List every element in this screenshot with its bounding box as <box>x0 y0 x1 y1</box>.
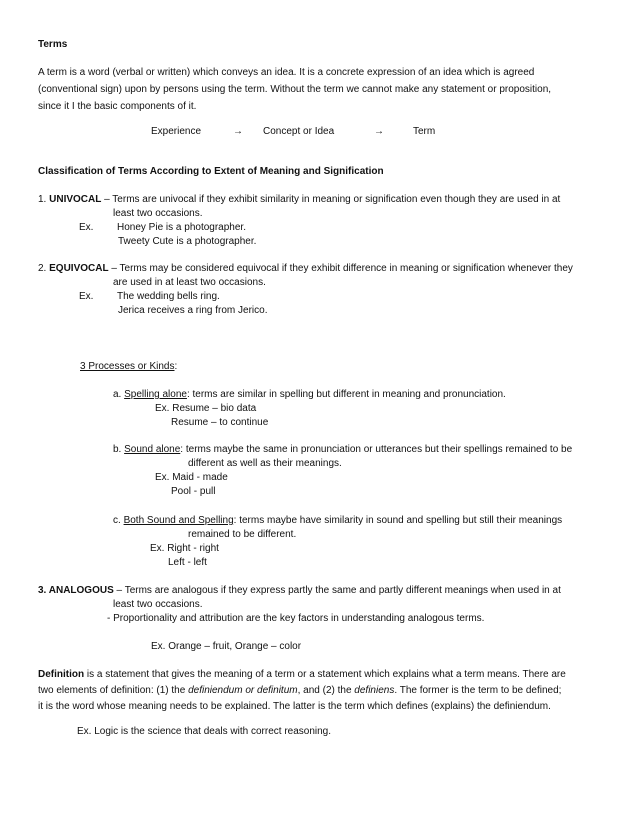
definition-l2c: , and (2) the <box>297 685 355 696</box>
intro-line-3: since it I the basic components of it. <box>38 101 197 112</box>
analogous-definition <box>38 584 561 597</box>
definition-l1: is a statement that gives the meaning of a term or a statement which explains what a term means. There are <box>84 669 566 680</box>
definition-line-1 <box>38 668 566 681</box>
definition-l2a: two elements of definition: (1) the <box>38 685 189 696</box>
process-b-prefix: b. <box>113 444 125 455</box>
process-b-ex-2: Pool - pull <box>171 486 216 497</box>
flow-experience: Experience <box>151 126 202 137</box>
processes-heading-text: 3 Processes or Kinds <box>80 361 175 372</box>
arrow-right-icon: → <box>233 126 243 137</box>
univocal-def-1: – Terms are univocal if they exhibit similarity in meaning or signification even though they are used in at <box>101 194 561 205</box>
process-b-def-1: : terms maybe the same in pronunciation or utterances but their spellings remained to be <box>180 444 573 455</box>
definition-l2b: definiendum or definitum <box>188 685 298 696</box>
flow-term: Term <box>413 126 436 137</box>
classification-heading: Classification of Terms According to Extent of Meaning and Signification <box>38 166 384 177</box>
process-c-ex-2: Left - left <box>168 557 207 568</box>
analogous-def-2: least two occasions. <box>113 599 203 610</box>
definition-line-2 <box>38 684 561 697</box>
process-c-ex-1: Ex. Right - right <box>150 543 219 554</box>
process-a-def: : terms are similar in spelling but different in meaning and pronunciation. <box>186 389 506 400</box>
equivocal-ex-2: Jerica receives a ring from Jerico. <box>118 305 268 316</box>
definition-example: Ex. Logic is the science that deals with correct reasoning. <box>77 726 332 737</box>
process-c <box>113 514 562 527</box>
process-a-prefix: a. <box>113 389 125 400</box>
process-a <box>113 388 506 401</box>
univocal-ex-2: Tweety Cute is a photographer. <box>118 236 257 247</box>
equivocal-ex-1: The wedding bells ring. <box>117 291 220 302</box>
intro-line-1: A term is a word (verbal or written) which conveys an idea. It is a concrete expression of an idea which is agreed <box>38 67 535 78</box>
equivocal-term: EQUIVOCAL <box>49 263 109 274</box>
univocal-def-2: least two occasions. <box>113 208 203 219</box>
process-b-def-2: different as well as their meanings. <box>188 458 342 469</box>
analogous-def-3: - Proportionality and attribution are the key factors in understanding analogous terms. <box>107 613 485 624</box>
process-c-name: Both Sound and Spelling <box>123 515 234 526</box>
process-c-def-2: remained to be different. <box>188 529 297 540</box>
intro-line-2: (conventional sign) upon by persons using the term. Without the term we cannot make any statement or proposition, <box>38 84 552 95</box>
definition-term: Definition <box>38 669 85 680</box>
analogous-term: 3. ANALOGOUS <box>38 585 114 596</box>
equivocal-ex-label: Ex. <box>79 291 94 302</box>
univocal-definition <box>38 193 560 206</box>
equivocal-def-2: are used in at least two occasions. <box>113 277 266 288</box>
univocal-term: UNIVOCAL <box>49 194 102 205</box>
arrow-right-icon: → <box>374 126 384 137</box>
page-title: Terms <box>38 39 68 50</box>
definition-l2d: definiens <box>354 685 395 696</box>
equivocal-def-1: – Terms may be considered equivocal if they exhibit difference in meaning or signification whenever they <box>108 263 573 274</box>
flow-concept: Concept or Idea <box>263 126 335 137</box>
equivocal-number: 2. <box>38 263 47 274</box>
process-a-ex-2: Resume – to continue <box>171 417 269 428</box>
analogous-example: Ex. Orange – fruit, Orange – color <box>151 641 302 652</box>
univocal-number: 1. <box>38 194 47 205</box>
process-b-ex-1: Ex. Maid - made <box>155 472 228 483</box>
processes-heading <box>80 360 177 373</box>
process-c-prefix: c. <box>113 515 124 526</box>
analogous-def-1: – Terms are analogous if they express partly the same and partly different meanings when used in at <box>113 585 561 596</box>
process-c-def-1: : terms maybe have similarity in sound and spelling but still their meanings <box>233 515 563 526</box>
processes-heading-colon: : <box>174 361 178 372</box>
process-a-ex-1: Ex. Resume – bio data <box>155 403 257 414</box>
definition-line-3: it is the word whose meaning needs to be explained. The latter is the term which defines (explains) the definiendum. <box>38 701 551 712</box>
definition-l2e: . The former is the term to be defined; <box>394 685 562 696</box>
equivocal-definition <box>38 262 573 275</box>
process-a-name: Spelling alone <box>124 389 187 400</box>
univocal-ex-1: Honey Pie is a photographer. <box>117 222 246 233</box>
process-b <box>113 443 572 456</box>
process-b-name: Sound alone <box>124 444 181 455</box>
univocal-ex-label: Ex. <box>79 222 94 233</box>
